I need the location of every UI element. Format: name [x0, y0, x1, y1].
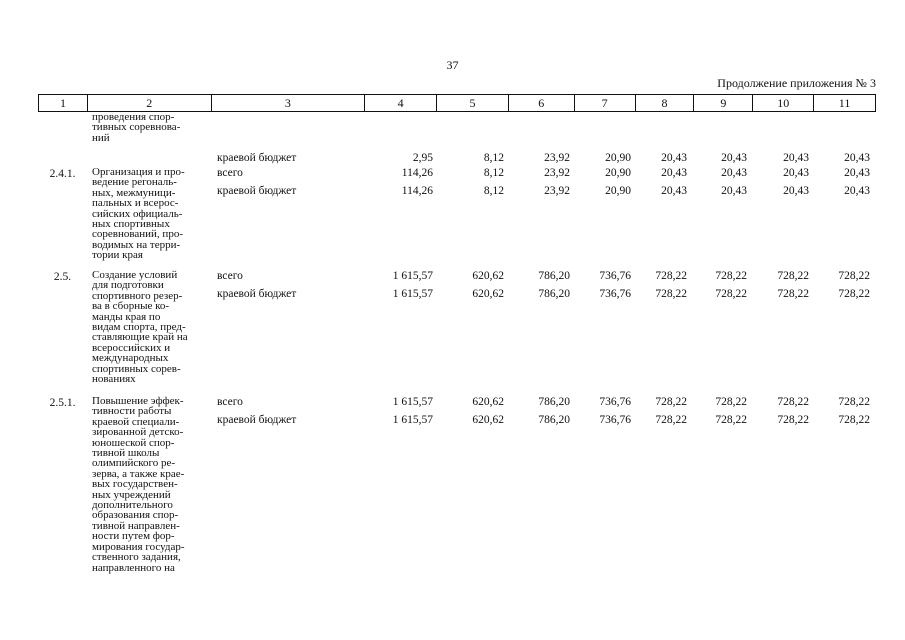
page-number: 37	[446, 58, 459, 72]
funding-source-label: всего	[217, 167, 243, 179]
table-row	[38, 167, 876, 261]
value-cell-col-5: 8,12	[483, 167, 504, 179]
table-header-row	[38, 94, 876, 112]
table-row	[38, 396, 876, 573]
value-cell-col-8: 20,43	[661, 152, 687, 164]
value-cell-col-8: 20,43	[661, 167, 687, 179]
continuation-note: Продолжение приложения № 3	[717, 76, 876, 90]
header-col-10: 10	[753, 95, 814, 111]
header-col-11: 11	[838, 96, 851, 110]
header-col-1: 1	[39, 95, 88, 111]
value-cell-col-4: 1 615,57	[392, 288, 433, 300]
value-cell-col-9: 728,22	[715, 414, 747, 426]
value-cell-col-8: 728,22	[655, 396, 687, 408]
value-cell-col-10: 728,22	[777, 288, 809, 300]
value-cell-col-5: 620,62	[472, 288, 504, 300]
value-cell-col-9: 20,43	[721, 167, 747, 179]
value-cell-col-5: 620,62	[472, 396, 504, 408]
value-cell-col-10: 20,43	[783, 152, 809, 164]
value-cell-col-4: 114,26	[401, 167, 433, 179]
header-col-2: 2	[88, 95, 212, 111]
value-cell-col-7: 736,76	[599, 270, 631, 282]
table-row	[38, 111, 876, 164]
row-number: 2.5.1.	[49, 397, 76, 409]
value-cell-col-11: 20,43	[844, 185, 870, 197]
value-cell-col-11: 20,43	[844, 152, 870, 164]
funding-source-label: краевой бюджет	[217, 152, 297, 164]
header-col-5: 5	[437, 95, 509, 111]
value-cell-col-7: 20,90	[605, 167, 631, 179]
header-col-4: 4	[365, 95, 437, 111]
funding-source-label: всего	[217, 396, 243, 408]
row-description: проведения спор- тивных соревнова- ний	[92, 111, 181, 144]
value-cell-col-9: 728,22	[715, 270, 747, 282]
value-cell-col-8: 20,43	[661, 185, 687, 197]
value-cell-col-4: 1 615,57	[392, 270, 433, 282]
value-cell-col-5: 620,62	[472, 270, 504, 282]
header-col-8: 8	[636, 95, 695, 111]
header-col-6: 6	[509, 95, 575, 111]
value-cell-col-4: 1 615,57	[392, 396, 433, 408]
value-cell-col-6: 786,20	[538, 396, 570, 408]
value-cell-col-11: 728,22	[838, 288, 870, 300]
value-cell-col-11: 20,43	[844, 167, 870, 179]
header-col-3: 3	[212, 95, 366, 111]
funding-source-label: краевой бюджет	[217, 288, 297, 300]
value-cell-col-8: 728,22	[655, 288, 687, 300]
value-cell-col-4: 2,95	[412, 152, 433, 164]
value-cell-col-5: 620,62	[472, 414, 504, 426]
value-cell-col-10: 728,22	[777, 396, 809, 408]
value-cell-col-10: 20,43	[783, 167, 809, 179]
funding-source-label: всего	[217, 270, 243, 282]
value-cell-col-11: 728,22	[838, 396, 870, 408]
value-cell-col-7: 736,76	[599, 414, 631, 426]
row-number: 2.5.	[53, 271, 72, 283]
value-cell-col-9: 728,22	[715, 396, 747, 408]
table-row	[38, 270, 876, 384]
value-cell-col-4: 114,26	[401, 185, 433, 197]
funding-source-label: краевой бюджет	[217, 185, 297, 197]
row-description: Организация и про- ведение регональ- ных, межмуници- пальных и всерос- сийских официаль- ных спортивных соревнований, про- водимых на терри- тории края	[92, 166, 185, 262]
value-cell-col-5: 8,12	[483, 152, 504, 164]
header-col-9: 9	[694, 95, 753, 111]
value-cell-col-6: 23,92	[544, 167, 570, 179]
value-cell-col-7: 736,76	[599, 396, 631, 408]
row-description: Повышение эффек- тивности работы краевой специали- зированной детско- юношеской спор- тивной школы олимпийского ре- зерва, а также крае- вых государствен- ных учреждений дополнительного образования спор- тивной направлен- ности путем фор- мирования государ- ственного задания, направленного на	[92, 395, 185, 574]
value-cell-col-9: 20,43	[721, 185, 747, 197]
value-cell-col-11: 728,22	[838, 270, 870, 282]
value-cell-col-7: 20,90	[605, 152, 631, 164]
funding-source-label: краевой бюджет	[217, 414, 297, 426]
value-cell-col-4: 1 615,57	[392, 414, 433, 426]
value-cell-col-9: 728,22	[715, 288, 747, 300]
value-cell-col-9: 20,43	[721, 152, 747, 164]
value-cell-col-6: 23,92	[544, 152, 570, 164]
value-cell-col-7: 20,90	[605, 185, 631, 197]
row-description: Создание условий для подготовки спортивного резер- ва в сборные ко- манды края по видам спорта, пред- ставляющие край на всероссийских и международных спортивных сорев- нованиях	[92, 269, 188, 386]
value-cell-col-11: 728,22	[838, 414, 870, 426]
value-cell-col-6: 786,20	[538, 288, 570, 300]
value-cell-col-8: 728,22	[655, 414, 687, 426]
header-col-7: 7	[575, 95, 636, 111]
value-cell-col-6: 786,20	[538, 270, 570, 282]
value-cell-col-6: 23,92	[544, 185, 570, 197]
value-cell-col-7: 736,76	[599, 288, 631, 300]
value-cell-col-5: 8,12	[483, 185, 504, 197]
row-number: 2.4.1.	[49, 168, 76, 180]
value-cell-col-8: 728,22	[655, 270, 687, 282]
value-cell-col-6: 786,20	[538, 414, 570, 426]
value-cell-col-10: 728,22	[777, 270, 809, 282]
value-cell-col-10: 728,22	[777, 414, 809, 426]
value-cell-col-10: 20,43	[783, 185, 809, 197]
